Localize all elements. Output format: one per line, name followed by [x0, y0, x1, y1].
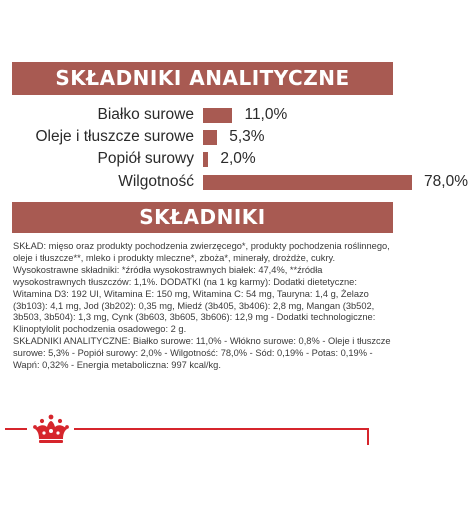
nutrient-row-protein	[0, 104, 405, 126]
footer-rule-right	[74, 428, 368, 430]
ingredients-title: SKŁADNIKI	[139, 205, 266, 229]
composition-paragraph: SKŁAD: mięso oraz produkty pochodzenia zwierzęcego*, produkty pochodzenia roślinnego, oleje i tłuszcze**, mleko i produkty mleczne*, zboża*, minerały, drożdże, cukry. Wysokostrawne składniki: *źródła wysokostrawnych białek: 47,4%, **źródła wysokostrawnych tłuszczów: 1,1%. DODATKI (na 1 kg karmy): Dodatki dietetyczne: Witamina D3: 192 UI, Witamina E: 150 mg, Witamina C: 54 mg, Tauryna: 1,4 g, Żelazo (3b103): 4,1 mg, Jod (3b202): 0,35 mg, Miedź (3b405, 3b406): 2,8 mg, Mangan (3b502, 3b503, 3b504): 1,3 mg, Cynk (3b603, 3b605, 3b606): 12,9 mg - Dodatki technologiczne: Klinoptylolit pochodzenia osadowego: 2 g.	[13, 241, 390, 335]
nutrient-value: 2,0%	[220, 150, 256, 167]
analytic-constituents-banner	[12, 62, 393, 95]
footer-rule-corner	[367, 428, 369, 445]
nutrient-row-ash	[0, 148, 405, 170]
nutrient-value: 78,0%	[424, 173, 468, 190]
analytic-constituents-title: SKŁADNIKI ANALITYCZNE	[55, 66, 350, 90]
footer-rule-left	[5, 428, 27, 430]
nutrient-label: Popiół surowy	[97, 150, 194, 167]
nutrient-bar	[203, 152, 208, 167]
nutrient-bar	[203, 175, 412, 190]
nutrient-bar	[203, 108, 232, 123]
nutrient-label: Białko surowe	[97, 106, 194, 123]
nutrient-value: 5,3%	[229, 128, 265, 145]
ingredients-banner	[12, 202, 393, 233]
ingredients-text-block	[13, 241, 391, 372]
royal-canin-crown-logo	[30, 414, 72, 444]
nutrient-bar	[203, 130, 217, 145]
nutrient-label: Wilgotność	[118, 173, 194, 190]
nutrient-row-fat	[0, 126, 405, 148]
nutrient-row-moisture	[0, 171, 468, 193]
nutrient-label: Oleje i tłuszcze surowe	[35, 128, 194, 145]
analytic-constituents-paragraph: SKŁADNIKI ANALITYCZNE: Białko surowe: 11,0% - Włókno surowe: 0,8% - Oleje i tłuszcze surowe: 5,3% - Popiół surowy: 2,0% - Wilgotność: 78,0% - Sód: 0,19% - Potas: 0,19% - Wapń: 0,32% - Energia metaboliczna: 997 kcal/kg.	[13, 336, 391, 371]
nutrient-value: 11,0%	[244, 106, 288, 123]
